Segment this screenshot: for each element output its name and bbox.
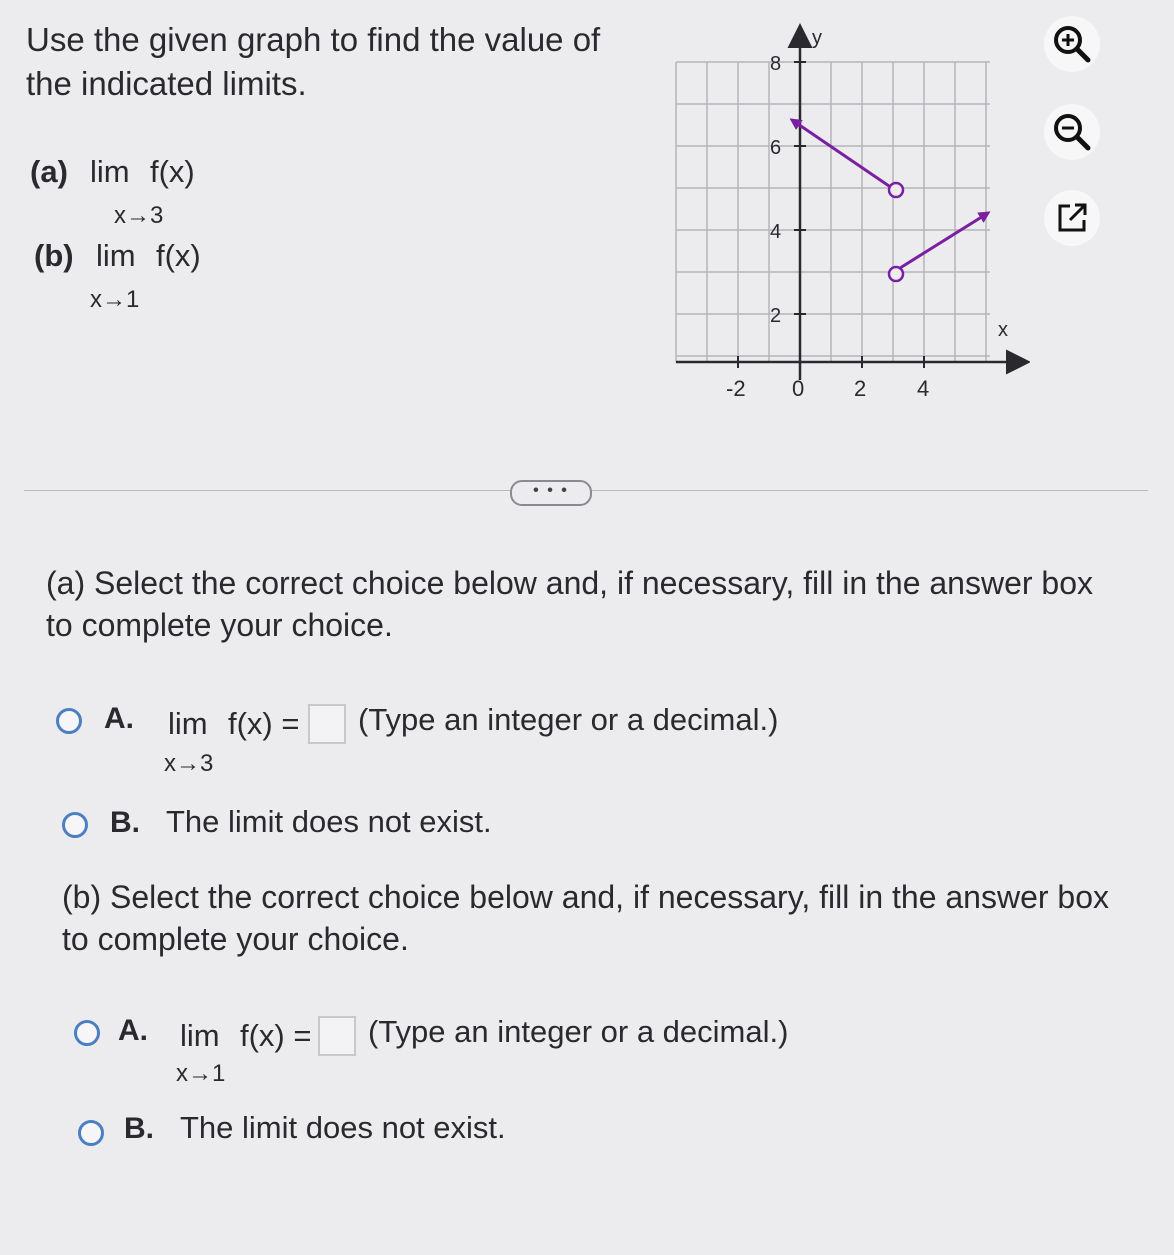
part-b-func: f(x) — [156, 238, 201, 273]
question-b-line-2: to complete your choice. — [62, 921, 409, 957]
part-a-func: f(x) — [150, 154, 195, 189]
problem-statement — [26, 18, 626, 106]
open-circle-lower — [889, 267, 903, 281]
question-b-choice-a-hint: (Type an integer or a decimal.) — [368, 1014, 789, 1049]
question-a-choice-a-func: f(x) = — [228, 706, 300, 741]
question-b-choice-a-letter: A. — [118, 1014, 148, 1047]
question-b-choice-b-letter: B. — [124, 1112, 154, 1145]
question-b-radio-a[interactable] — [74, 1020, 100, 1046]
question-b-instructions — [62, 876, 1162, 960]
question-b-choice-b-text: The limit does not exist. — [180, 1110, 506, 1145]
question-a-choice-b-text: The limit does not exist. — [166, 804, 492, 839]
problem-line-1: Use the given graph to find the value of — [26, 21, 601, 58]
part-a-subscript: x→3 — [114, 202, 164, 229]
question-a-choice-a-letter: A. — [104, 702, 134, 735]
question-b-choice-a-subscript: x→1 — [176, 1060, 226, 1087]
question-a-answer-box[interactable] — [308, 704, 346, 744]
upper-segment — [792, 120, 892, 188]
open-circle-upper — [889, 183, 903, 197]
question-a-radio-b[interactable] — [62, 812, 88, 838]
part-b-lim: lim — [96, 238, 136, 273]
question-b-answer-box[interactable] — [318, 1016, 356, 1056]
prompt-part-b — [34, 238, 334, 318]
question-b-choice-b[interactable] — [78, 1110, 678, 1154]
part-a-label: (a) — [30, 154, 68, 189]
y-tick-label-2: 2 — [770, 305, 782, 327]
question-a-choice-b-letter: B. — [110, 806, 140, 839]
question-b-choice-a-lim: lim — [180, 1018, 220, 1053]
part-a-lim: lim — [90, 154, 130, 189]
x-axis-label: x — [998, 319, 1008, 341]
question-a-choice-b[interactable] — [62, 802, 662, 846]
x-tick-label-0: 0 — [792, 376, 805, 401]
question-a-line-1: (a) Select the correct choice below and, if necessary, fill in the answer box — [46, 565, 1094, 601]
y-tick-label-8: 8 — [770, 53, 782, 75]
problem-line-2: the indicated limits. — [26, 65, 307, 102]
question-b-radio-b[interactable] — [78, 1120, 104, 1146]
popout-button[interactable] — [1044, 190, 1100, 246]
zoom-out-icon — [1044, 104, 1100, 160]
function-graph — [670, 20, 1030, 410]
y-tick-label-6: 6 — [770, 137, 782, 159]
question-a-choice-a-lim: lim — [168, 706, 208, 741]
x-tick-label-2: 2 — [854, 376, 867, 401]
zoom-in-button[interactable] — [1044, 16, 1100, 72]
question-a-line-2: to complete your choice. — [46, 607, 393, 643]
question-a-choice-a-subscript: x→3 — [164, 750, 214, 777]
zoom-out-button[interactable] — [1044, 104, 1100, 160]
question-b-choice-a[interactable] — [74, 1012, 874, 1092]
popout-icon — [1044, 190, 1100, 246]
question-b-choice-a-func: f(x) = — [240, 1018, 312, 1053]
part-b-subscript: x→1 — [90, 286, 140, 313]
y-axis-label: y — [812, 27, 822, 49]
question-a-instructions — [46, 562, 1156, 646]
more-button[interactable]: • • • — [510, 480, 592, 506]
question-b-line-1: (b) Select the correct choice below and, if necessary, fill in the answer box — [62, 879, 1110, 915]
question-a-radio-a[interactable] — [56, 708, 82, 734]
lower-segment — [900, 213, 988, 268]
question-a-choice-a[interactable] — [56, 700, 856, 780]
x-tick-label-4: 4 — [917, 376, 930, 401]
prompt-part-a — [30, 154, 330, 234]
zoom-in-icon — [1044, 16, 1100, 72]
part-b-label: (b) — [34, 238, 74, 273]
grid-lines — [676, 62, 990, 362]
y-tick-label-4: 4 — [770, 221, 782, 243]
x-tick-label-neg2: -2 — [726, 376, 746, 401]
question-a-choice-a-hint: (Type an integer or a decimal.) — [358, 702, 779, 737]
